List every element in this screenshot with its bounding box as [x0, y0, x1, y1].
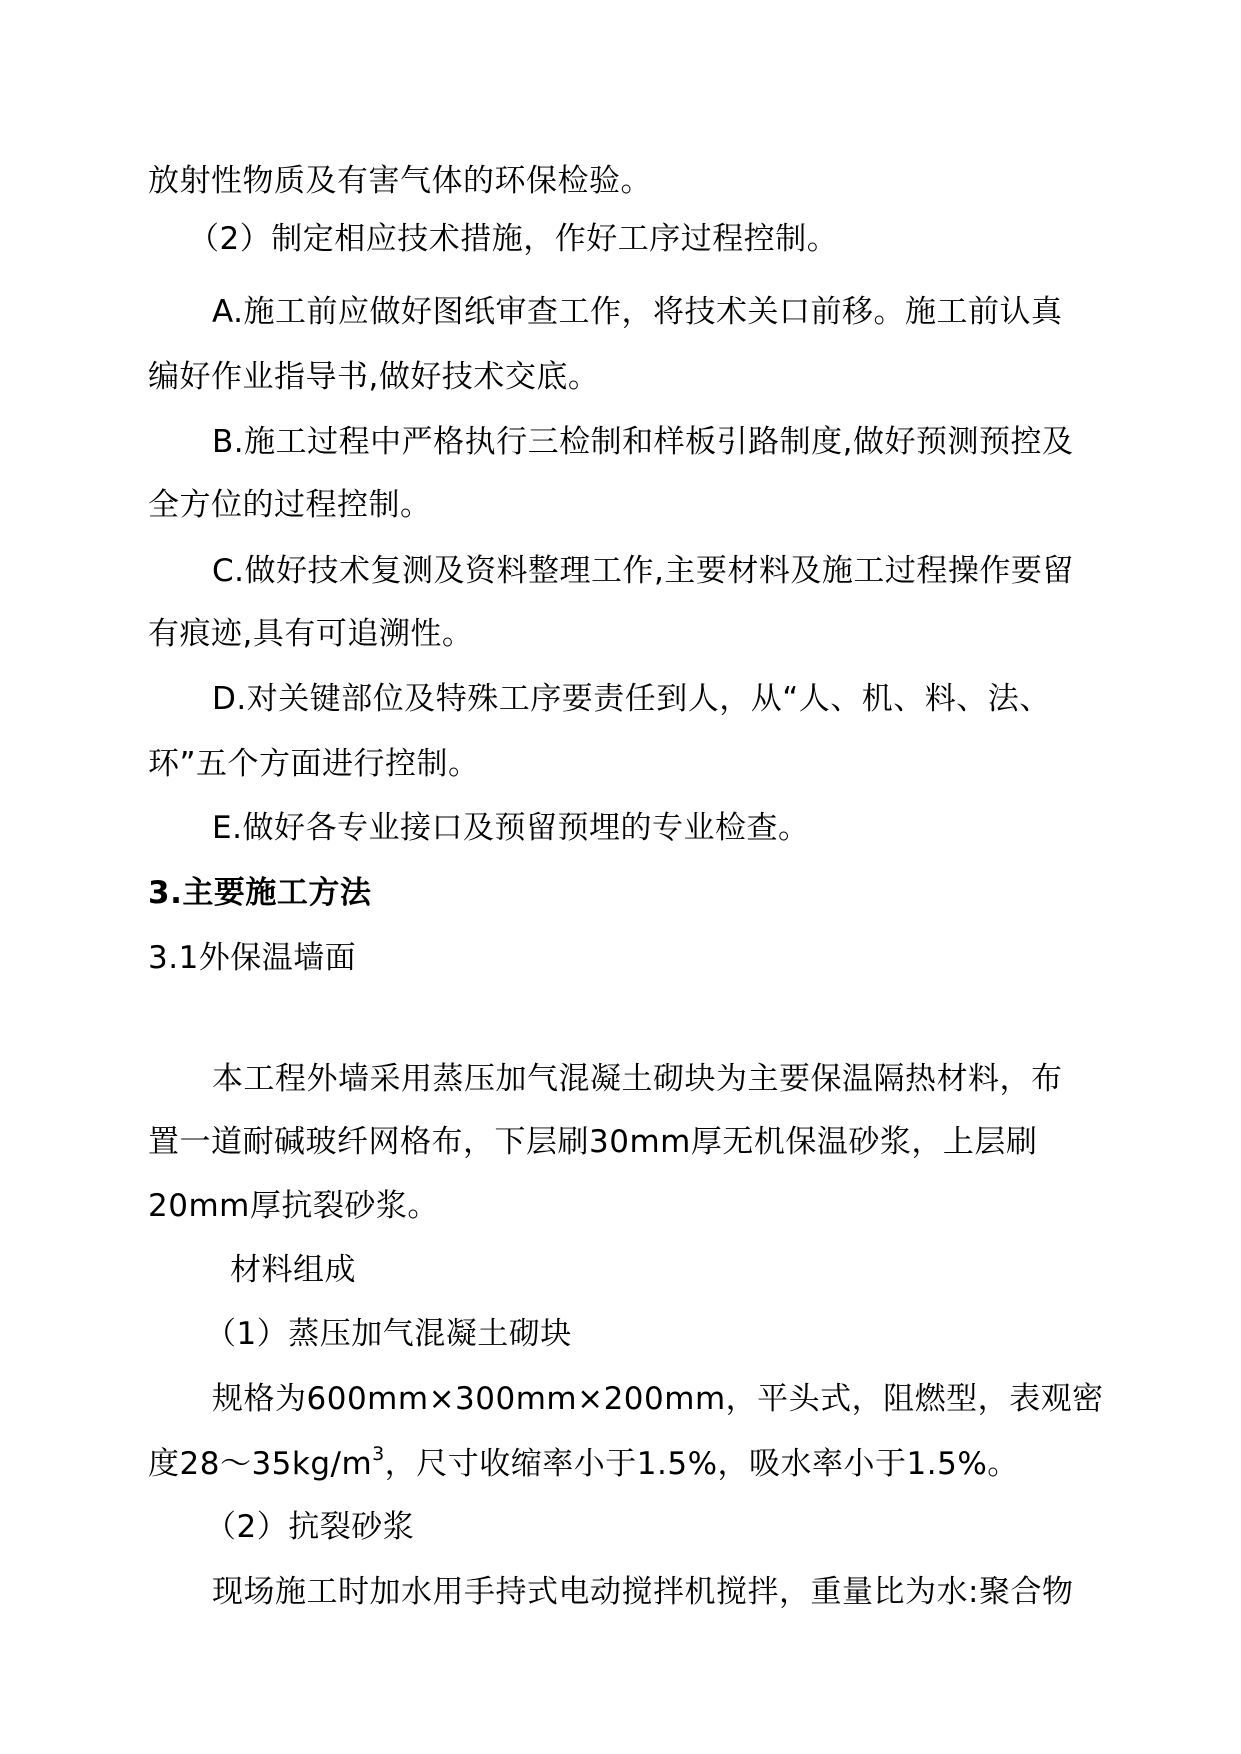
paragraph-line: 放射性物质及有害气体的环保检验。: [148, 163, 652, 199]
paragraph-line: 编好作业指导书,做好技术交底。: [148, 359, 600, 395]
paragraph-line: 全方位的过程控制。: [148, 487, 432, 523]
paragraph-line: 现场施工时加水用手持式电动搅拌机搅拌，重量比为水:聚合物: [212, 1574, 1074, 1610]
paragraph-line: 本工程外墙采用蒸压加气混凝土砌块为主要保温隔热材料，布: [212, 1061, 1063, 1097]
paragraph-line: 环”五个方面进行控制。: [148, 746, 480, 782]
item-heading: （1）蒸压加气混凝土砌块: [205, 1316, 572, 1352]
material-heading: 材料组成: [230, 1252, 356, 1288]
paragraph-line: B.施工过程中严格执行三检制和样板引路制度,做好预测预控及: [212, 424, 1074, 460]
paragraph-line: D.对关键部位及特殊工序要责任到人，从“人、机、料、法、: [212, 681, 1051, 717]
section-heading: 3.主要施工方法: [148, 875, 372, 911]
paragraph-line: [148, 1444, 1019, 1484]
item-heading: （2）抗裂砂浆: [205, 1509, 415, 1545]
paragraph-line: 规格为600mm×300mm×200mm，平头式，阻燃型，表观密: [212, 1381, 1104, 1417]
paragraph-line: E.做好各专业接口及预留预埋的专业检查。: [212, 810, 810, 846]
paragraph-line: A.施工前应做好图纸审查工作，将技术关口前移。施工前认真: [212, 294, 1063, 330]
paragraph-line: 置一道耐碱玻纤网格布，下层刷30mm厚无机保温砂浆，上层刷: [148, 1124, 1038, 1160]
density-text: 度28～35kg/m: [148, 1446, 373, 1482]
subsection-heading: 3.1外保温墙面: [148, 940, 357, 976]
superscript: 3: [372, 1443, 385, 1465]
paragraph-line: 20mm厚抗裂砂浆。: [148, 1188, 439, 1224]
paragraph-line: 有痕迹,具有可追溯性。: [148, 616, 474, 652]
paragraph-line: （2）制定相应技术措施，作好工序过程控制。: [188, 221, 839, 257]
shrinkage-text: ，尺寸收缩率小于1.5%，吸水率小于1.5%。: [384, 1446, 1019, 1482]
paragraph-line: C.做好技术复测及资料整理工作,主要材料及施工过程操作要留: [212, 553, 1074, 589]
